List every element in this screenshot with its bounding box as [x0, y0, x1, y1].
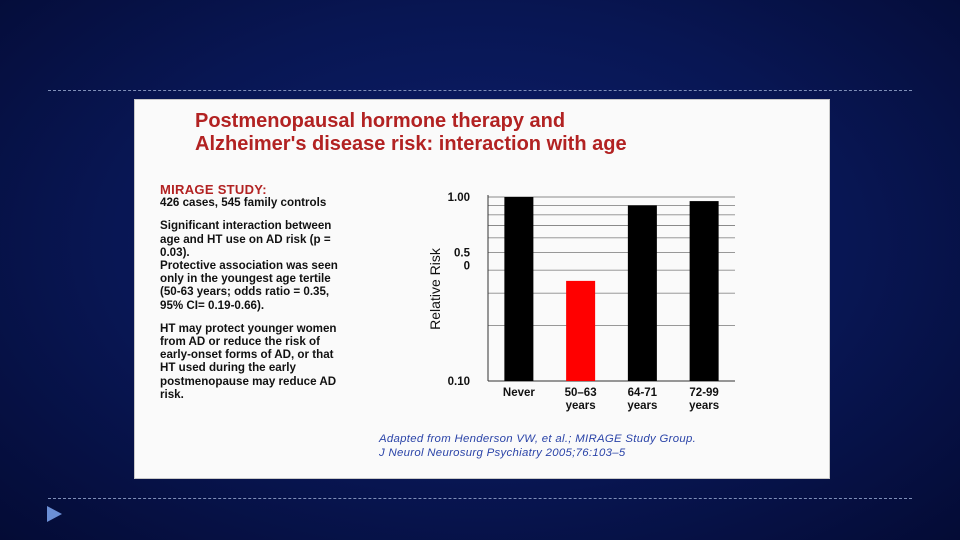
- para2-line: 95% CI= 0.19-0.66).: [160, 298, 265, 312]
- y-tick-label: 1.00: [447, 192, 470, 204]
- protective-paragraph: [160, 259, 405, 312]
- para2-line: only in the youngest age tertile: [160, 272, 331, 286]
- x-tick-label: years: [627, 400, 658, 412]
- title-line-1: Postmenopausal hormone therapy and: [195, 110, 566, 132]
- bar: [690, 201, 719, 381]
- para2-line: (50-63 years; odds ratio = 0.35,: [160, 285, 330, 299]
- x-tick-label: Never: [502, 387, 535, 399]
- bar: [628, 205, 657, 381]
- x-tick-label: 50–63: [564, 387, 597, 399]
- interaction-paragraph: [160, 219, 405, 259]
- x-tick-label: years: [689, 400, 720, 412]
- para1-line: Significant interaction between: [160, 219, 332, 233]
- citation: [379, 432, 696, 460]
- figure-title: [195, 110, 815, 156]
- cases-line: 426 cases, 545 family controls: [160, 196, 327, 210]
- y-tick-label: 0: [463, 260, 470, 273]
- citation-line-1: Adapted from Henderson VW, et al.; MIRAGE Study Group.: [379, 433, 697, 445]
- x-tick-label: 72-99: [689, 387, 719, 399]
- bar: [504, 197, 533, 381]
- top-dashed-rule: [48, 90, 912, 91]
- y-axis-label: Relative Risk: [427, 248, 443, 330]
- play-arrow-icon[interactable]: [47, 506, 62, 522]
- para3-line: early-onset forms of AD, or that: [160, 348, 334, 362]
- figure-panel: [134, 99, 830, 479]
- para3-line: postmenopause may reduce AD: [160, 374, 337, 388]
- para3-line: from AD or reduce the risk of: [160, 335, 320, 349]
- relative-risk-bar-chart: [405, 185, 765, 425]
- para1-line: age and HT use on AD risk (p =: [160, 232, 331, 246]
- para3-line: HT used during the early: [160, 361, 296, 375]
- study-summary: [160, 183, 405, 401]
- y-tick-label: 0.5: [454, 247, 470, 260]
- para3-line: HT may protect younger women: [160, 321, 337, 335]
- para2-line: Protective association was seen: [160, 259, 338, 273]
- study-heading: MIRAGE STUDY:: [160, 182, 267, 197]
- para1-line: 0.03).: [160, 245, 190, 259]
- citation-line-2: J Neurol Neurosurg Psychiatry 2005;76:103–5: [379, 447, 626, 459]
- title-line-2: Alzheimer's disease risk: interaction with age: [195, 133, 627, 155]
- conclusion-paragraph: [160, 322, 405, 401]
- bottom-dashed-rule: [48, 498, 912, 499]
- para3-line: risk.: [160, 387, 184, 401]
- y-tick-label: 0.10: [447, 376, 470, 388]
- bar: [566, 281, 595, 381]
- x-tick-label: 64-71: [627, 387, 658, 399]
- x-tick-label: years: [565, 400, 596, 412]
